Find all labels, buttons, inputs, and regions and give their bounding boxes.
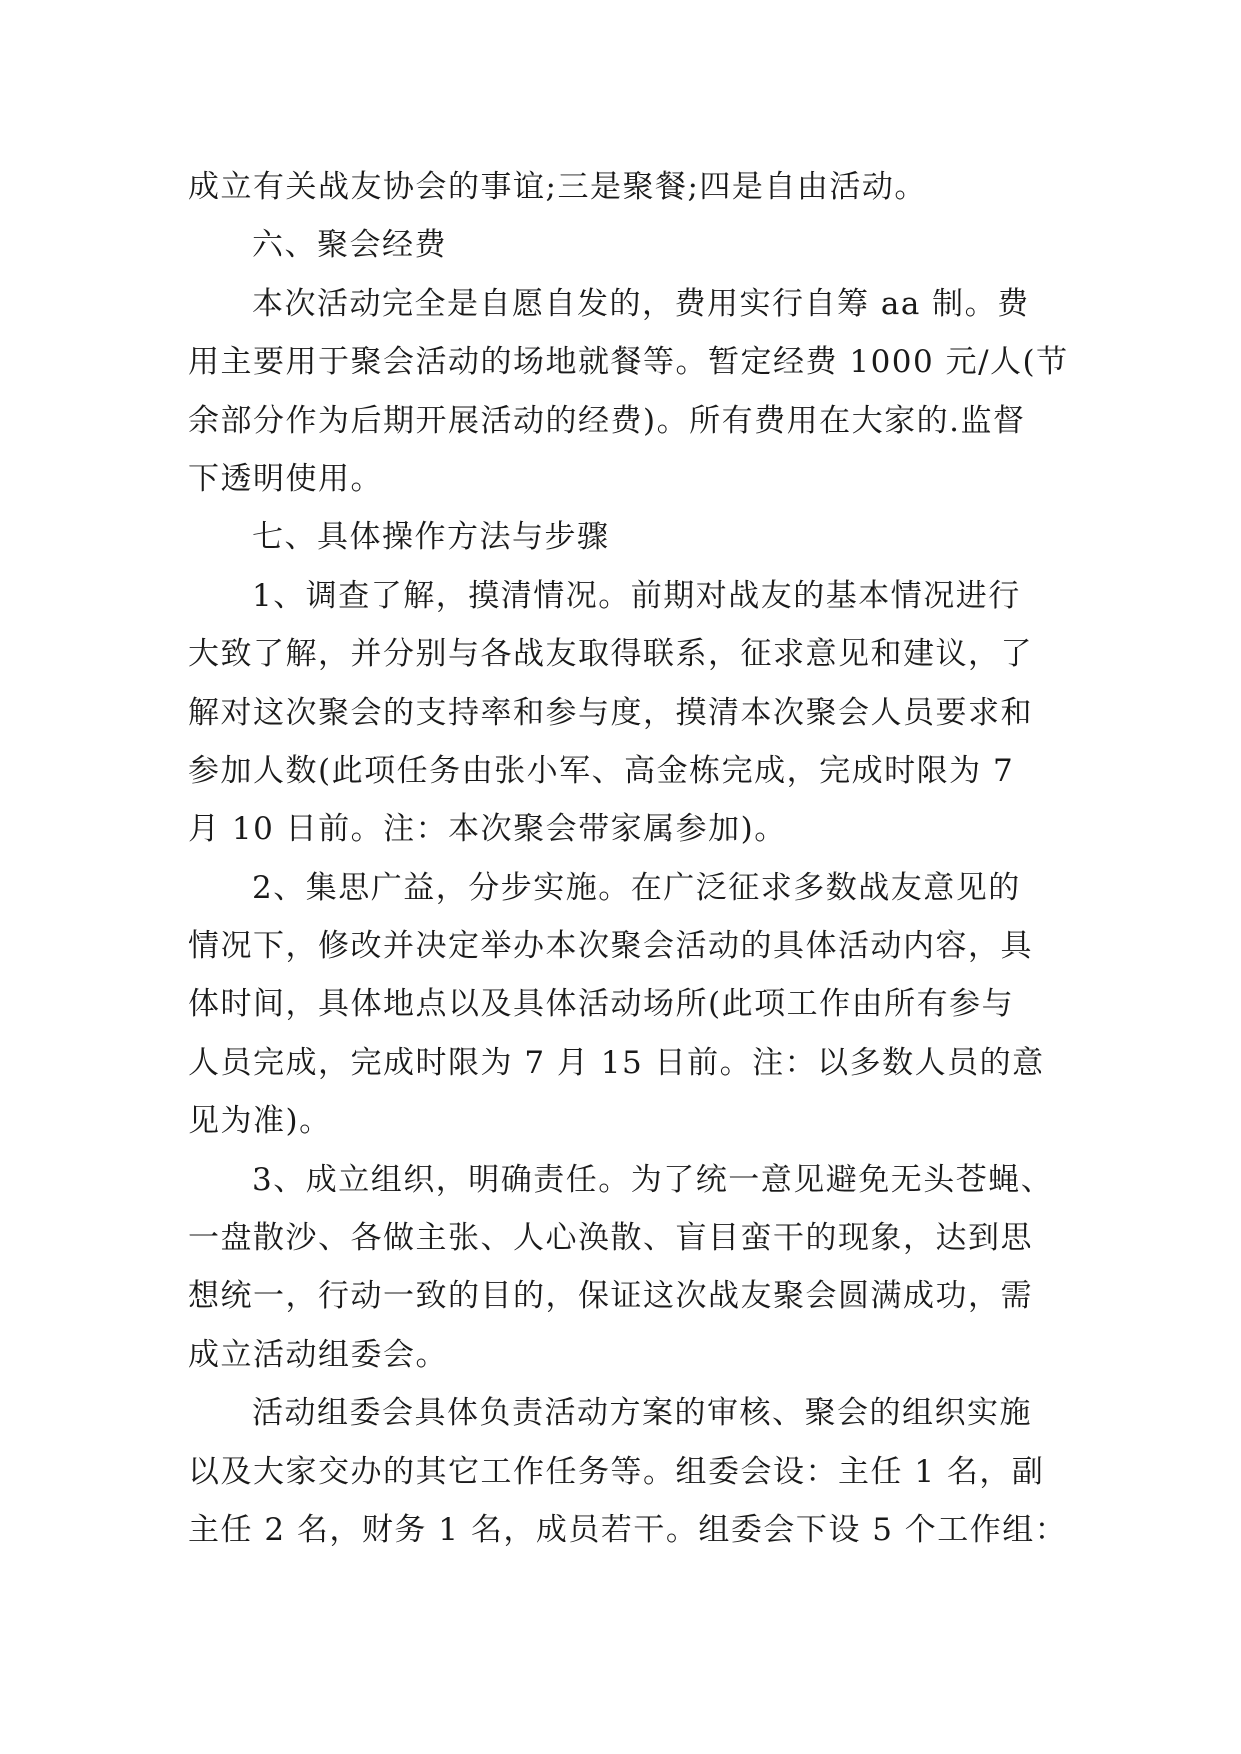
text-line: 情况下，修改并决定举办本次聚会活动的具体活动内容，具 (188, 928, 1033, 965)
text-line: 1、调查了解，摸清情况。前期对战友的基本情况进行 (252, 577, 1021, 614)
text-line: 一盘散沙、各做主张、人心涣散、盲目蛮干的现象，达到思 (188, 1220, 1033, 1257)
text-line: 月 10 日前。注：本次聚会带家属参加)。 (188, 811, 787, 848)
text-line: 本次活动完全是自愿自发的，费用实行自筹 aa 制。费 (252, 285, 1030, 322)
text-line: 活动组委会具体负责活动方案的审核、聚会的组织实施 (252, 1395, 1032, 1432)
text-line: 下透明使用。 (188, 460, 383, 497)
text-line: 余部分作为后期开展活动的经费)。所有费用在大家的.监督 (188, 402, 1026, 439)
text-line: 成立活动组委会。 (188, 1336, 448, 1373)
text-line: 用主要用于聚会活动的场地就餐等。暂定经费 1000 元/人(节 (188, 344, 1069, 381)
body-text (188, 158, 1068, 1559)
text-line: 参加人数(此项任务由张小军、高金栋完成，完成时限为 7 (188, 752, 1015, 789)
text-line: 见为准)。 (188, 1103, 332, 1140)
text-line: 大致了解，并分别与各战友取得联系，征求意见和建议，了 (188, 636, 1033, 673)
text-line: 体时间，具体地点以及具体活动场所(此项工作由所有参与 (188, 986, 1015, 1023)
text-line: 以及大家交办的其它工作任务等。组委会设：主任 1 名，副 (188, 1453, 1045, 1490)
text-line: 想统一，行动一致的目的，保证这次战友聚会圆满成功，需 (188, 1278, 1033, 1315)
text-line: 人员完成，完成时限为 7 月 15 日前。注：以多数人员的意 (188, 1044, 1045, 1081)
section-heading: 七、具体操作方法与步骤 (252, 519, 610, 556)
text-line: 2、集思广益，分步实施。在广泛征求多数战友意见的 (252, 869, 1021, 906)
text-line: 成立有关战友协会的事谊;三是聚餐;四是自由活动。 (188, 169, 927, 205)
text-line: 主任 2 名，财务 1 名，成员若干。组委会下设 5 个工作组： (188, 1511, 1068, 1548)
section-heading: 六、聚会经费 (252, 227, 447, 264)
text-line: 3、成立组织，明确责任。为了统一意见避免无头苍蝇、 (252, 1161, 1054, 1198)
text-line: 解对这次聚会的支持率和参与度，摸清本次聚会人员要求和 (188, 694, 1033, 731)
